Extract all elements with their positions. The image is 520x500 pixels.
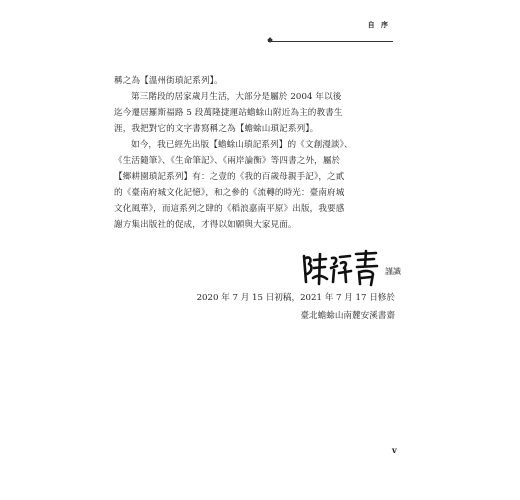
dateline [197,289,395,325]
text-line: 【鄉耕園瑣記系列】有：之壹的《我的百歲母親手記》，之貳 [114,172,345,182]
page-number: v [392,445,397,455]
header-rule [268,41,393,42]
text-line: 第三階段的居家歲月生活，大部分是屬於 2004 年以後 [131,92,342,102]
text-line: 的《臺南府城文化記憶》，和之參的《流轉的時光：臺南府城 [114,188,345,198]
dateline-place: 臺北蟾蜍山南麓安溪書齋 [300,311,395,321]
preface-body [114,73,396,233]
text-line: 文化風華》，而這系列之肆的《稻浪嘉南平原》出版，我要感 [114,204,345,214]
paragraph-3 [114,137,396,153]
paragraph-1 [114,73,396,89]
paragraph-2 [114,89,396,105]
text-line: 謝方集出版社的促成，才得以如願與大家見面。 [114,220,297,230]
paragraph-2-cont [114,105,396,137]
text-line: 迄今遷居羅斯福路 5 段萬隆捷運站蟾蜍山附近為主的教書生 [114,108,343,118]
text-line: 稱之為【溫州街瑣記系列】。 [114,76,223,86]
paragraph-3-cont [114,153,396,233]
running-head: 自 序 [367,20,390,29]
handwritten-signature [300,248,382,290]
dateline-date: 2020 年 7 月 15 日初稿，2021 年 7 月 17 日修於 [196,293,395,303]
text-line: 如今，我已經先出版【蟾蜍山瑣記系列】的《文創漫談》、 [131,140,353,150]
signature-label: 謹識 [385,267,401,276]
text-line: 《生活隨筆》、《生命筆記》、《兩岸論衡》等四書之外，屬於 [114,156,341,166]
text-line: 涯，我把對它的文字書寫稱之為【蟾蜍山瑣記系列】。 [114,124,319,134]
